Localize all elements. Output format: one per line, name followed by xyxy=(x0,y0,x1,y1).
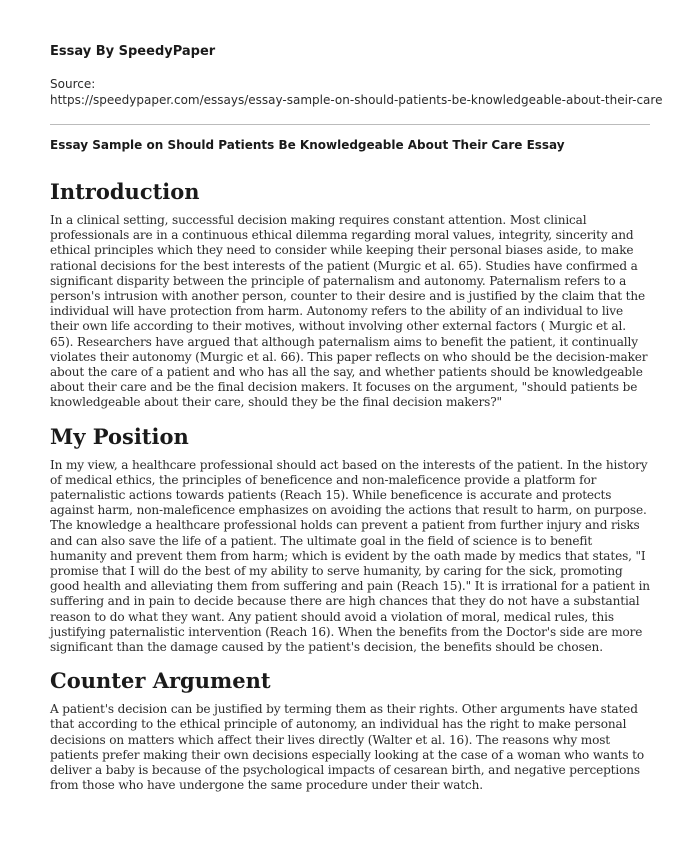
section-body-introduction: In a clinical setting, successful decision making requires constant attention. Most clinical professionals are in a continuous ethical dilemma regarding moral values, integrity, sincerity and ethical principles which they need to consider while keeping their personal biases aside, to make rational decisions for the best interests of the patient (Murgic et al. 65). Studies have confirmed a significant disparity between the principle of paternalism and autonomy. Paternalism refers to a person's intrusion with another person, counter to their desire and is justified by the claim that the individual will have protection from harm. Autonomy refers to the ability of an individual to live their own life according to their motives, without involving other external factors ( Murgic et al. 65). Researchers have argued that although paternalism aims to benefit the patient, it continually violates their autonomy (Murgic et al. 66). This paper reflects on who should be the decision-maker about the care of a patient and who has all the say, and whether patients should be knowledgeable about their care and be the final decision makers. It focuses on the argument, "should patients be knowledgeable about their care, should they be the final decision makers?" xyxy=(50,213,648,410)
section-body-counter-argument: A patient's decision can be justified by terming them as their rights. Other arguments have stated that according to the ethical principle of autonomy, an individual has the right to make personal decisions on matters which affect their lives directly (Walter et al. 16). The reasons why most patients prefer making their own decisions especially looking at the case of a woman who wants to deliver a baby is because of the psychological impacts of cesarean birth, and negative perceptions from those who have undergone the same procedure under their watch. xyxy=(50,702,645,793)
source-url: https://speedypaper.com/essays/essay-sample-on-should-patients-be-knowledgeable-about-their-care xyxy=(50,93,663,107)
source-label: Source: xyxy=(50,77,96,91)
section-heading-my-position: My Position xyxy=(50,423,189,449)
brand-title: Essay By SpeedyPaper xyxy=(50,44,216,59)
header-divider xyxy=(50,124,650,125)
essay-title: Essay Sample on Should Patients Be Knowledgeable About Their Care Essay xyxy=(50,138,565,152)
section-body-my-position: In my view, a healthcare professional should act based on the interests of the patient. In the history of medical ethics, the principles of beneficence and non-maleficence provide a platform for paternalistic actions towards patients (Reach 15). While beneficence is accurate and protects against harm, non-maleficence emphasizes on avoiding the actions that result to harm, on purpose. The knowledge a healthcare professional holds can prevent a patient from further injury and risks and can also save the life of a patient. The ultimate goal in the field of science is to benefit humanity and prevent them from harm; which is evident by the oath made by medics that states, "I promise that I will do the best of my ability to serve humanity, by caring for the sick, promoting good health and alleviating them from suffering and pain (Reach 15)." It is irrational for a patient in suffering and in pain to decide because there are high chances that they do not have a substantial reason to do what they want. Any patient should avoid a violation of moral, medical rules, this justifying paternalistic intervention (Reach 16). When the benefits from the Doctor's side are more significant than the damage caused by the patient's decision, the benefits should be chosen. xyxy=(50,457,650,655)
section-heading-introduction: Introduction xyxy=(50,179,200,204)
section-heading-counter-argument: Counter Argument xyxy=(50,668,271,694)
